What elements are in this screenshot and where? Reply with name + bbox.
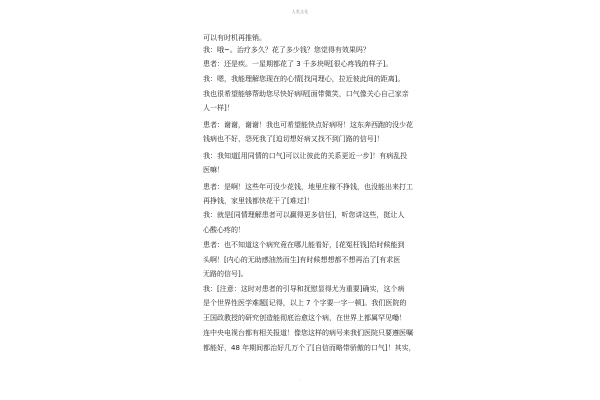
- text-line: 可以有时机再推销。: [203, 34, 266, 42]
- text-line: 无路的信号]。: [203, 270, 248, 278]
- text-line: 心酸心疼的！: [203, 226, 245, 234]
- text-line: 我：[注意：这时对患者的引导和抚慰显得尤为重要]确实，这个病: [203, 285, 405, 293]
- text-line: 王国政教授的研究创造能彻底治愈这个病，在世界上都属罕见嘞！: [203, 314, 406, 322]
- text-line: 我也很希望能够帮助您尽快好病呢[面带微笑，口气像关心自己家亲: [203, 90, 409, 98]
- page-header: 人类文化: [291, 9, 309, 14]
- text-line: 医嘛！: [203, 166, 224, 174]
- text-line: 是个世界性医学难题[记得，以上 7 个字要一字一顿]。我们医院的: [203, 299, 407, 307]
- text-line: 钱病也不好，怨死我了[迫切想好病又找不到门路的信号]！: [203, 135, 384, 143]
- text-line: 再挣钱，家里钱都快花干了[难过]！: [203, 197, 314, 205]
- text-line: 头啊！[内心的无助感油然而生]有时候想想都不想再治了[有求医: [203, 256, 401, 264]
- text-line: 我：嗯，我能理解您现在的心情[找同理心，拉近彼此间的距离]。: [203, 75, 405, 83]
- text-line: 我：哦~。治疗多久？花了多少钱？您觉得有效果吗？: [203, 46, 370, 54]
- text-line: 我：我知道[用同情的口气]可以让彼此的关系更近一步]！有病乱投: [203, 152, 408, 160]
- text-line: 人一样]！: [203, 104, 234, 112]
- text-line: 患者：也不知道这个病究竟在哪儿能看好，[花冤枉钱]给时候能到: [203, 241, 405, 249]
- page-footer-mark: ·: [299, 378, 301, 383]
- text-line: 连中央电视台都有相关报道！像您这样的病号来我们医院只要遵医嘱: [203, 329, 413, 337]
- text-line: 患者：还是疾。一星期都花了 3 千多块呢[很心疼钱的样子]。: [203, 60, 393, 68]
- text-line: 我：就是[同情理解患者可以赢得更多信任]，听您讲这些，挺让人: [203, 211, 405, 219]
- text-line: 患者：是啊！这些年可没少花钱，地里庄稼不挣钱，也没能出来打工: [203, 183, 413, 191]
- text-line: 患者：谢谢，谢谢！我也可希望能快点好病呀！这东奔西跑的没少花: [203, 121, 413, 129]
- text-line: 都能好，48 年期间都治好几万个了[自信而略带骄傲的口气]！其实，: [203, 344, 416, 352]
